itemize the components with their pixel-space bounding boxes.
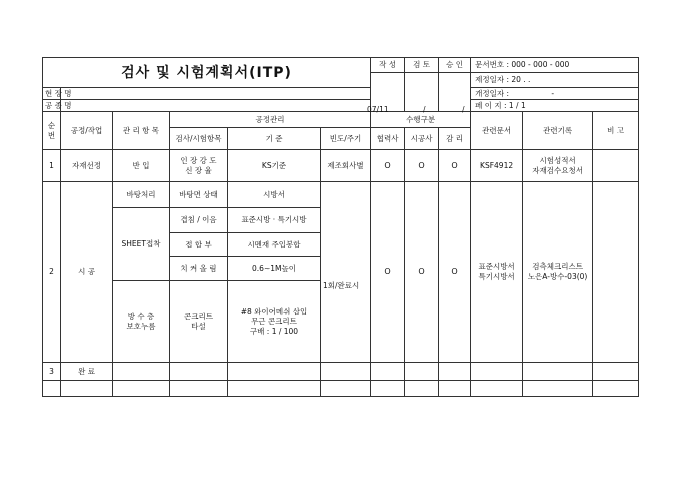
row1-supervisor-mark: O: [439, 150, 471, 182]
header-item: 관 리 항 목: [113, 112, 170, 150]
author-label: 작 성: [371, 58, 405, 73]
row3-seq: 3: [43, 363, 61, 381]
work-value: [61, 100, 371, 112]
row1-builder-mark: O: [405, 150, 439, 182]
row2-sub1-inspect: 바탕면 상태: [170, 182, 228, 208]
header-frequency: 빈도/주기: [321, 128, 371, 150]
row2-sub1-item: 바탕처리: [113, 182, 170, 208]
header-related-doc: 관련문서: [471, 112, 523, 150]
approver-sign-box: [439, 73, 471, 112]
row2-process: 시 공: [61, 182, 113, 363]
header-supervisor: 감 리: [439, 128, 471, 150]
header-seq: 순번: [43, 112, 61, 150]
header-execution: 수행구분: [371, 112, 471, 128]
itp-table: [42, 57, 639, 397]
site-label: 현 장 명: [43, 88, 61, 100]
row1-doc: KSF4912: [471, 150, 523, 182]
header-standard: 기 준: [228, 128, 321, 150]
row2-sub3-standard: 시멘재 주입봉합: [228, 233, 321, 257]
page-number: 페 이 지 : 1 / 1: [471, 100, 639, 112]
header-builder: 시공사: [405, 128, 439, 150]
table-row: [43, 363, 639, 381]
row2-record: 검측체크리스트 노은A-방수-03(0): [523, 182, 593, 363]
row1-remark: [593, 150, 639, 182]
site-value: [61, 88, 371, 100]
row2-sub4-inspect: 치 켜 올 림: [170, 257, 228, 281]
created-date: 제정일자 : 20 . .: [471, 73, 639, 88]
header-process: 공정/작업: [61, 112, 113, 150]
row2-sub4-standard: 0.6∼1M높이: [228, 257, 321, 281]
row1-record: 시험성적서 자재검수요청서: [523, 150, 593, 182]
row2-sub3-inspect: 접 합 부: [170, 233, 228, 257]
row2-remark: [593, 182, 639, 363]
row1-partner-mark: O: [371, 150, 405, 182]
approver-label: 승 인: [439, 58, 471, 73]
row2-doc: 표준시방서 특기시방서: [471, 182, 523, 363]
header-inspect: 검사/시험항목: [170, 128, 228, 150]
itp-document: [42, 57, 638, 397]
header-related-record: 관련기록: [523, 112, 593, 150]
row2-sub5-inspect: 콘크리트 타설: [170, 281, 228, 363]
header-process-control: 공정관리: [170, 112, 371, 128]
reviewer-label: 검 토: [405, 58, 439, 73]
date-value-3: /: [462, 105, 465, 114]
row2-sub2-item: SHEET접착: [113, 208, 170, 281]
row1-inspect: 인 장 강 도 신 장 율: [170, 150, 228, 182]
row2-sub1-standard: 시방서: [228, 182, 321, 208]
date-value-2: /: [423, 105, 426, 114]
row1-item: 반 입: [113, 150, 170, 182]
table-row: [43, 182, 639, 208]
row2-seq: 2: [43, 182, 61, 363]
header-remark: 비 고: [593, 112, 639, 150]
row1-frequency: 제조회사별: [321, 150, 371, 182]
row2-builder-mark: O: [405, 182, 439, 363]
row2-partner-mark: O: [371, 182, 405, 363]
table-row: [43, 381, 639, 397]
reviewer-sign-box: [405, 73, 439, 112]
header-partner: 협력사: [371, 128, 405, 150]
row3-process: 완 료: [61, 363, 113, 381]
row1-standard: KS기준: [228, 150, 321, 182]
work-label: 공 종 명: [43, 100, 61, 112]
table-row: [43, 150, 639, 182]
row2-sub2-inspect: 겹침 / 이음: [170, 208, 228, 233]
row2-frequency: [321, 182, 371, 363]
row2-sub2-standard: 표준시방 · 특기시방: [228, 208, 321, 233]
row1-process: 자재선정: [61, 150, 113, 182]
row1-seq: 1: [43, 150, 61, 182]
row2-supervisor-mark: O: [439, 182, 471, 363]
row2-sub5-standard: #8 와이어메쉬 삽입 무근 콘크리트 구배 : 1 / 100: [228, 281, 321, 363]
row2-sub5-item: 방 수 층 보호누름: [113, 281, 170, 363]
doc-number: 문서번호 : 000 - 000 - 000: [471, 58, 639, 73]
row2-frequency-text: 1회/완료시: [323, 281, 360, 290]
revised-date: 개정일자 : -: [471, 88, 639, 100]
document-title: 검사 및 시험계획서(ITP): [43, 58, 371, 88]
date-value-1: 07/11: [367, 105, 389, 114]
